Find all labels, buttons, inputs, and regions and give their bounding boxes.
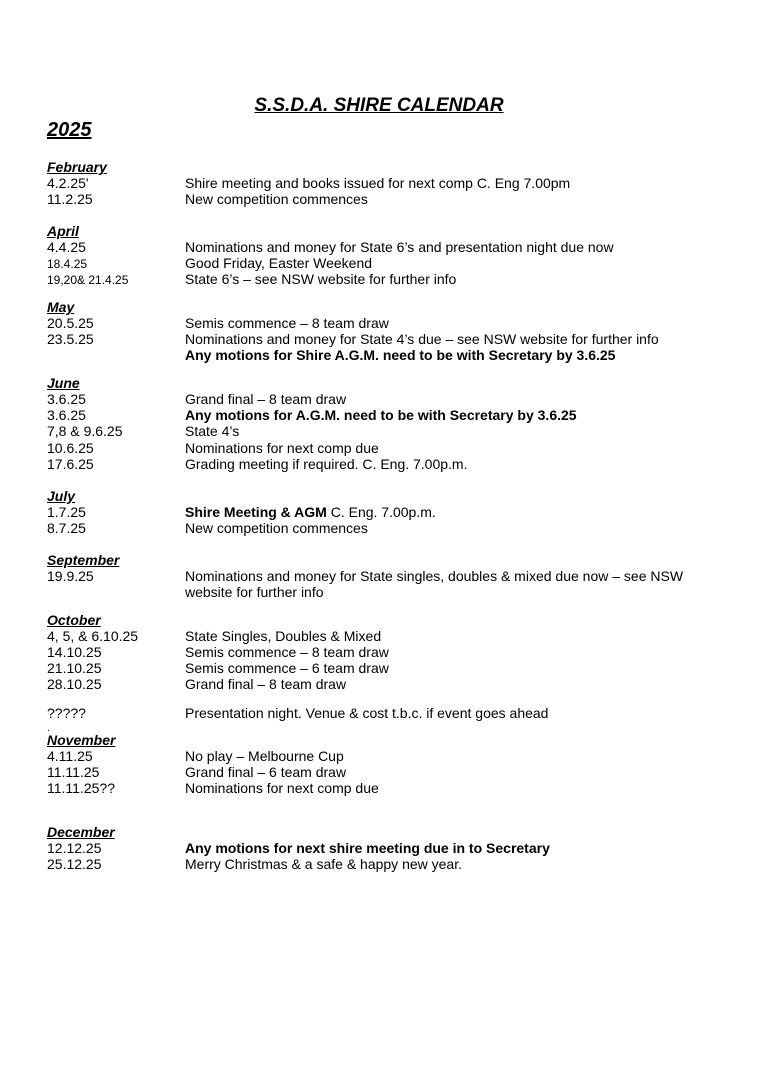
entry-date: 12.12.25 (47, 840, 102, 856)
entry-description: New competition commences (185, 520, 368, 536)
entry-description: No play – Melbourne Cup (185, 748, 344, 764)
month-heading-february: February (47, 159, 107, 175)
entry-description: Nominations for next comp due (185, 780, 379, 796)
entry-description: Shire meeting and books issued for next comp C. Eng 7.00pm (185, 175, 571, 191)
month-heading-october: October (47, 612, 101, 628)
entry-date: 8.7.25 (47, 520, 86, 536)
entry-date: 25.12.25 (47, 856, 102, 872)
entry-date: 17.6.25 (47, 456, 94, 472)
entry-date: 19,20& 21.4.25 (47, 273, 129, 287)
entry-description: Grand final – 8 team draw (185, 676, 347, 692)
entry-description: State 4’s (185, 423, 240, 439)
entry-date: 19.9.25 (47, 568, 94, 584)
entry-description-bold: Shire Meeting & AGM (185, 504, 327, 520)
entry-date: 21.10.25 (47, 660, 102, 676)
entry-description: Nominations and money for State 6’s and presentation night due now (185, 239, 614, 255)
entry-description: Presentation night. Venue & cost t.b.c. if event goes ahead (185, 705, 549, 721)
month-heading-september: September (47, 552, 120, 568)
entry-description: Good Friday, Easter Weekend (185, 255, 373, 271)
entry-date: 4.11.25 (47, 748, 93, 764)
entry-description: Grading meeting if required. C. Eng. 7.00p.m. (185, 456, 468, 472)
entry-description: Grand final – 6 team draw (185, 764, 347, 780)
entry-date: ????? (47, 705, 86, 721)
entry-description: Merry Christmas & a safe & happy new year. (185, 856, 462, 872)
entry-description: Semis commence – 8 team draw (185, 644, 389, 660)
entry-description: Nominations for next comp due (185, 440, 379, 456)
entry-description: New competition commences (185, 191, 368, 207)
month-heading-november: November (47, 732, 116, 748)
entry-description: Grand final – 8 team draw (185, 391, 347, 407)
entry-date: 11.11.25?? (47, 780, 115, 796)
entry-date: 11.2.25 (47, 191, 93, 207)
entry-date: 28.10.25 (47, 676, 102, 692)
entry-description (185, 504, 436, 520)
page-title: S.S.D.A. SHIRE CALENDAR (254, 95, 504, 116)
entry-description: Nominations and money for State singles, doubles & mixed due now – see NSW (185, 568, 684, 584)
entry-date: 4, 5, & 6.10.25 (47, 628, 139, 644)
entry-date: 14.10.25 (47, 644, 102, 660)
entry-date: 11.11.25 (47, 764, 100, 780)
entry-date: 23.5.25 (47, 331, 94, 347)
entry-description-bold: Any motions for next shire meeting due in to Secretary (185, 840, 550, 856)
stray-dot: . (47, 723, 50, 734)
entry-date: 4.2.25' (47, 175, 89, 191)
month-heading-may: May (47, 299, 75, 315)
entry-description-continued: website for further info (185, 584, 324, 600)
entry-description: State Singles, Doubles & Mixed (185, 628, 382, 644)
entry-description: State 6’s – see NSW website for further info (185, 271, 457, 287)
month-heading-april: April (47, 223, 79, 239)
entry-date: 3.6.25 (47, 407, 86, 423)
entry-date: 4.4.25 (47, 239, 86, 255)
month-heading-june: June (47, 375, 80, 391)
entry-date: 1.7.25 (47, 504, 86, 520)
entry-description: Nominations and money for State 4’s due – see NSW website for further info (185, 331, 659, 347)
entry-description: Semis commence – 6 team draw (185, 660, 389, 676)
entry-date: 18.4.25 (47, 257, 88, 271)
month-heading-december: December (47, 824, 115, 840)
entry-description-bold: Any motions for Shire A.G.M. need to be with Secretary by 3.6.25 (185, 347, 616, 363)
entry-date: 3.6.25 (47, 391, 86, 407)
month-heading-july: July (47, 488, 76, 504)
entry-description-bold: Any motions for A.G.M. need to be with Secretary by 3.6.25 (185, 407, 577, 423)
entry-description: Semis commence – 8 team draw (185, 315, 389, 331)
year-heading: 2025 (47, 119, 92, 141)
entry-date: 10.6.25 (47, 440, 94, 456)
entry-date: 20.5.25 (47, 315, 94, 331)
entry-date: 7,8 & 9.6.25 (47, 423, 123, 439)
entry-description-rest: C. Eng. 7.00p.m. (326, 504, 436, 520)
